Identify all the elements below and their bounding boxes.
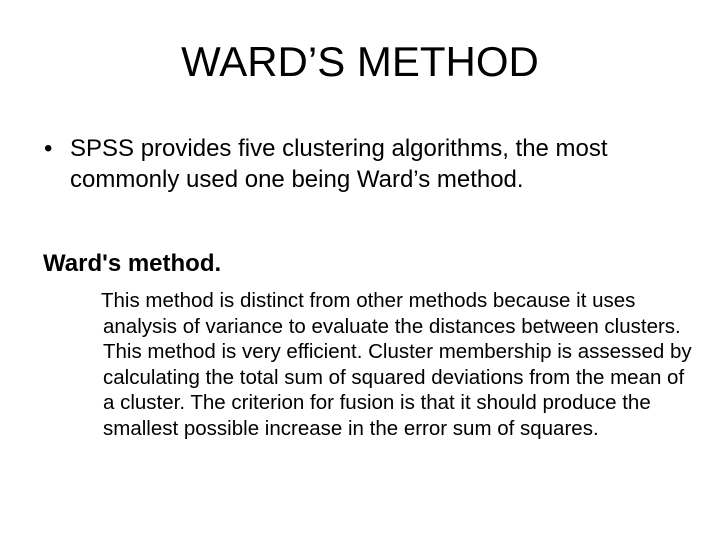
section-heading: Ward's method.: [43, 250, 222, 277]
bullet-text: SPSS provides five clustering algorithms, the most commonly used one being Ward’s method.: [70, 135, 608, 193]
bullet-list: [44, 133, 684, 195]
bullet-item: [44, 133, 684, 195]
bullet-icon: •: [44, 135, 53, 162]
slide-title: WARD’S METHOD: [181, 38, 539, 85]
body-paragraph: This method is distinct from other methods because it uses analysis of variance to evaluate the distances between clusters. This method is very efficient. Cluster membership is assessed by calculating the total sum of squared deviations from the mean of a cluster. The criterion for fusion is that it should produce the smallest possible increase in the error sum of squares.: [101, 289, 692, 440]
